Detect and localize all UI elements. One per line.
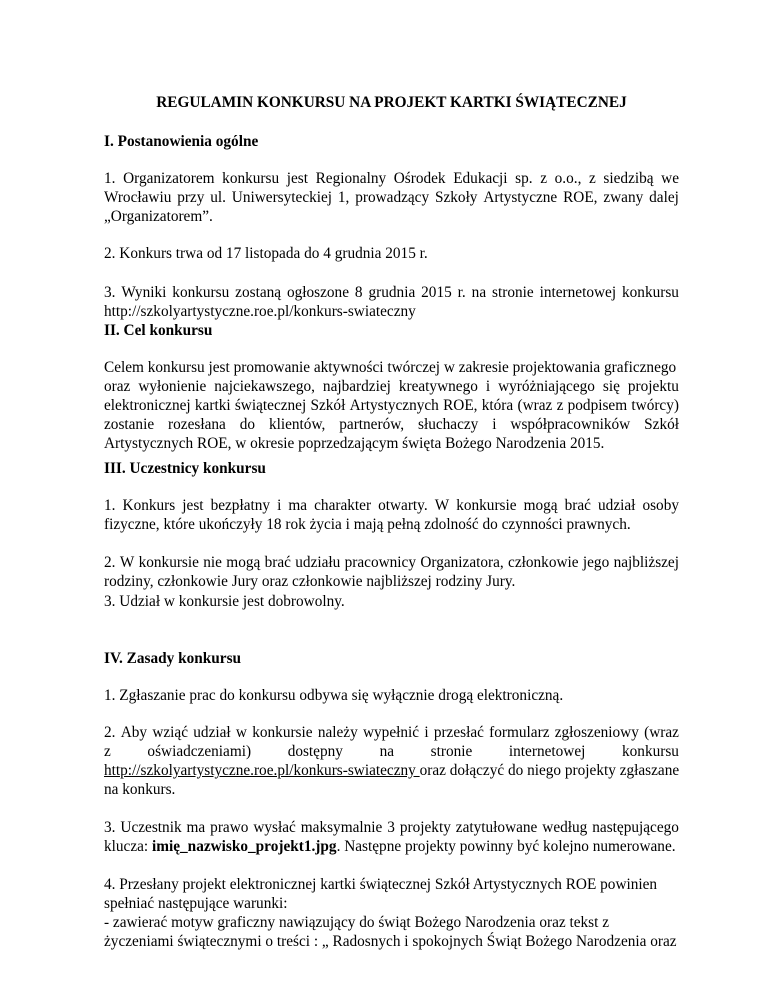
word: ma — [288, 497, 308, 514]
word: najbardziej — [322, 378, 391, 395]
word: wypełnić — [362, 724, 420, 741]
word: ul. — [210, 189, 226, 206]
text-line — [104, 837, 679, 856]
word: grudnia — [368, 284, 416, 301]
word: do — [239, 416, 256, 433]
word: Uniwersyteckiej — [231, 189, 333, 206]
word: świątecznej — [234, 397, 307, 414]
text-fragment: klucza: — [104, 838, 152, 855]
word: Artystyczne — [483, 189, 558, 206]
word: 3. — [104, 819, 116, 836]
word: rozesłana — [168, 416, 226, 433]
word: zgłoszeniowy — [554, 724, 639, 741]
section-heading-participants: III. Uczestnicy konkursu — [104, 460, 266, 477]
word: ogłoszone — [286, 284, 349, 301]
word: W — [434, 497, 450, 514]
word: (wraz — [644, 724, 679, 741]
paragraph-rules-1: 1. Zgłaszanie prac do konkursu odbywa się wyłącznie drogą elektroniczną. — [104, 687, 564, 704]
word: konkursie — [456, 497, 517, 514]
word: konkursie — [138, 554, 199, 571]
text-line: spełniać następujące warunki: — [104, 895, 288, 912]
text-line: Celem konkursu jest promowanie aktywności twórczej w zakresie projektowania graficznego — [104, 359, 677, 376]
word: jest — [182, 497, 204, 514]
document-title: REGULAMIN KONKURSU NA PROJEKT KARTKI ŚWIĄTECZNEJ — [156, 94, 627, 111]
word: 2015 — [421, 284, 452, 301]
text-line: - zawierać motyw graficzny nawiązujący do świąt Bożego Narodzenia oraz tekst z — [104, 914, 609, 931]
word: słuchaczy — [418, 416, 479, 433]
word: zostanie — [104, 416, 155, 433]
section-heading-goal: II. Cel konkursu — [104, 322, 213, 339]
word: r. — [457, 284, 466, 301]
word: na — [471, 284, 487, 301]
section-heading-general: I. Postanowienia ogólne — [104, 133, 259, 150]
text-line — [104, 283, 679, 302]
text-line: fizyczne, które ukończyły 18 rok życia i mają pełną zdolność do czynności prawnych. — [104, 516, 631, 533]
text-line — [104, 761, 679, 780]
word: i — [424, 724, 429, 741]
paragraph-participants-1 — [104, 496, 679, 534]
word: udziału — [295, 554, 341, 571]
word: otwarty. — [378, 497, 428, 514]
word: według — [542, 819, 588, 836]
word: bezpłatny — [210, 497, 271, 514]
word: brać — [264, 554, 291, 571]
word: partnerów, — [339, 416, 405, 433]
word: Wrocławiu — [104, 189, 172, 206]
paragraph-participants-3: 3. Udział w konkursie jest dobrowolny. — [104, 593, 345, 610]
word: oraz — [104, 378, 131, 395]
word: z — [104, 743, 111, 760]
word: klientów, — [268, 416, 326, 433]
word: Organizatora, — [420, 554, 504, 571]
text-line: 4. Przesłany projekt elektronicznej kartki świątecznej Szkół Artystycznych ROE powinien — [104, 876, 658, 893]
word: konkursu — [622, 743, 679, 760]
text-line — [104, 396, 679, 415]
word: elektronicznej — [104, 397, 191, 414]
text-line — [104, 496, 679, 515]
word: o.o., — [554, 170, 582, 187]
paragraph-participants-2 — [104, 553, 679, 591]
word: kartki — [194, 397, 231, 414]
word: podpisem — [567, 397, 628, 414]
word: internetowej — [508, 743, 586, 760]
word: internetowej — [539, 284, 617, 301]
word: Wyniki — [121, 284, 167, 301]
word: ROE, — [563, 189, 598, 206]
word: oświadczeniami) — [147, 743, 252, 760]
word: dalej — [649, 189, 679, 206]
word: 1, — [337, 189, 350, 206]
word: z — [540, 170, 548, 187]
word: przy — [177, 189, 205, 206]
word: w — [235, 724, 247, 741]
section-heading-rules: IV. Zasady konkursu — [104, 650, 242, 667]
word: projektu — [627, 378, 679, 395]
word: zatytułowane — [455, 819, 538, 836]
word: i — [277, 497, 282, 514]
word: nie — [203, 554, 222, 571]
word: na — [379, 743, 395, 760]
word: jest — [286, 170, 308, 187]
word: wziąć — [152, 724, 189, 741]
word: Szkoły — [434, 189, 478, 206]
text-line — [104, 553, 679, 572]
word: charakter — [314, 497, 372, 514]
text-line-spread — [104, 742, 679, 761]
text-line: rodziny, członkowie Jury oraz członkowie najbliższej rodziny Jury. — [104, 573, 516, 590]
word: zostaną — [235, 284, 282, 301]
paragraph-rules-4 — [104, 875, 679, 951]
word: najbliższej — [613, 554, 679, 571]
text-line — [104, 169, 679, 188]
word: Ośrodek — [393, 170, 446, 187]
paragraph-goal — [104, 358, 679, 453]
text-line — [104, 188, 679, 207]
text-fragment: oraz dołączyć do niego projekty zgłaszane — [419, 762, 680, 779]
filename-pattern: imię_nazwisko_projekt1.jpg — [152, 838, 337, 855]
word: wyróżniającego — [498, 378, 595, 395]
word: stronie — [492, 284, 534, 301]
word: 2. — [104, 724, 116, 741]
paragraph-duration: 2. Konkurs trwa od 17 listopada do 4 grudnia 2015 r. — [104, 245, 428, 262]
word: 3 — [387, 819, 395, 836]
word: dostępny — [287, 743, 343, 760]
word: udział — [193, 724, 231, 741]
text-line: Artystycznych ROE, w okresie poprzedzającym święta Bożego Narodzenia 2015. — [104, 435, 605, 452]
word: 3. — [104, 284, 116, 301]
word: i — [485, 378, 491, 395]
word: 2. — [104, 554, 116, 571]
word: z — [589, 170, 596, 187]
word: konkursu — [622, 284, 679, 301]
word: współpracowników — [510, 416, 631, 433]
word: Organizatorem — [123, 170, 215, 187]
word: zwany — [603, 189, 644, 206]
text-line: życzeniami świątecznymi o treści : „ Radosnych i spokojnych Świąt Bożego Narodzenia oraz — [104, 933, 677, 950]
word: osoby — [642, 497, 679, 514]
word: twórcy) — [631, 397, 679, 414]
word: która — [481, 397, 514, 414]
text-line: na konkurs. — [104, 781, 176, 798]
word: wysłać — [253, 819, 296, 836]
word: udział — [598, 497, 636, 514]
text-line — [104, 723, 679, 742]
word: konkursu — [172, 284, 230, 301]
text-line — [104, 377, 679, 396]
word: wyłonienie — [138, 378, 207, 395]
word: Edukacji — [453, 170, 508, 187]
word: sp. — [515, 170, 533, 187]
word: W — [119, 554, 135, 571]
word: ROE, — [443, 397, 478, 414]
word: członkowie — [508, 554, 579, 571]
word: Regionalny — [315, 170, 387, 187]
word: 8 — [354, 284, 363, 301]
paragraph-organizer — [104, 169, 679, 226]
word: stronie — [430, 743, 473, 760]
word: we — [661, 170, 679, 187]
word: przesłać — [433, 724, 484, 741]
word: konkursie — [252, 724, 313, 741]
results-url: http://szkolyartystyczne.roe.pl/konkurs-swiateczny — [104, 303, 416, 320]
paragraph-rules-2 — [104, 723, 679, 799]
word: najciekawszego, — [214, 378, 315, 395]
contest-link[interactable]: http://szkolyartystyczne.roe.pl/konkurs-swiateczny — [104, 762, 420, 779]
word: pracownicy — [344, 554, 416, 571]
word: brać — [564, 497, 591, 514]
word: Aby — [120, 724, 148, 741]
word: formularz — [489, 724, 550, 741]
word: konkursu — [222, 170, 280, 187]
text-line — [104, 415, 679, 434]
word: Artystycznych — [349, 397, 439, 414]
paragraph-rules-3 — [104, 818, 679, 856]
word: Konkurs — [122, 497, 176, 514]
word: następującego — [592, 819, 679, 836]
paragraph-results — [104, 283, 679, 321]
text-fragment: . Następne projekty powinny być kolejno numerowane. — [336, 838, 676, 855]
word: siedzibą — [603, 170, 654, 187]
word: i — [492, 416, 497, 433]
word: mogą — [523, 497, 558, 514]
word: należy — [317, 724, 358, 741]
word: kreatywnego — [398, 378, 478, 395]
word: prowadzący — [355, 189, 430, 206]
word: mogą — [226, 554, 261, 571]
word: ma — [186, 819, 206, 836]
word: Szkół — [644, 416, 679, 433]
word: 1. — [104, 497, 116, 514]
word: z — [556, 397, 564, 414]
word: się — [602, 378, 620, 395]
word: projekty — [399, 819, 451, 836]
word: (wraz — [517, 397, 553, 414]
word: maksymalnie — [300, 819, 383, 836]
text-line: „Organizatorem”. — [104, 208, 213, 225]
word: Uczestnik — [120, 819, 182, 836]
text-line — [104, 818, 679, 837]
word: 1. — [104, 170, 116, 187]
word: prawo — [210, 819, 249, 836]
word: jego — [582, 554, 610, 571]
word: Szkół — [310, 397, 346, 414]
